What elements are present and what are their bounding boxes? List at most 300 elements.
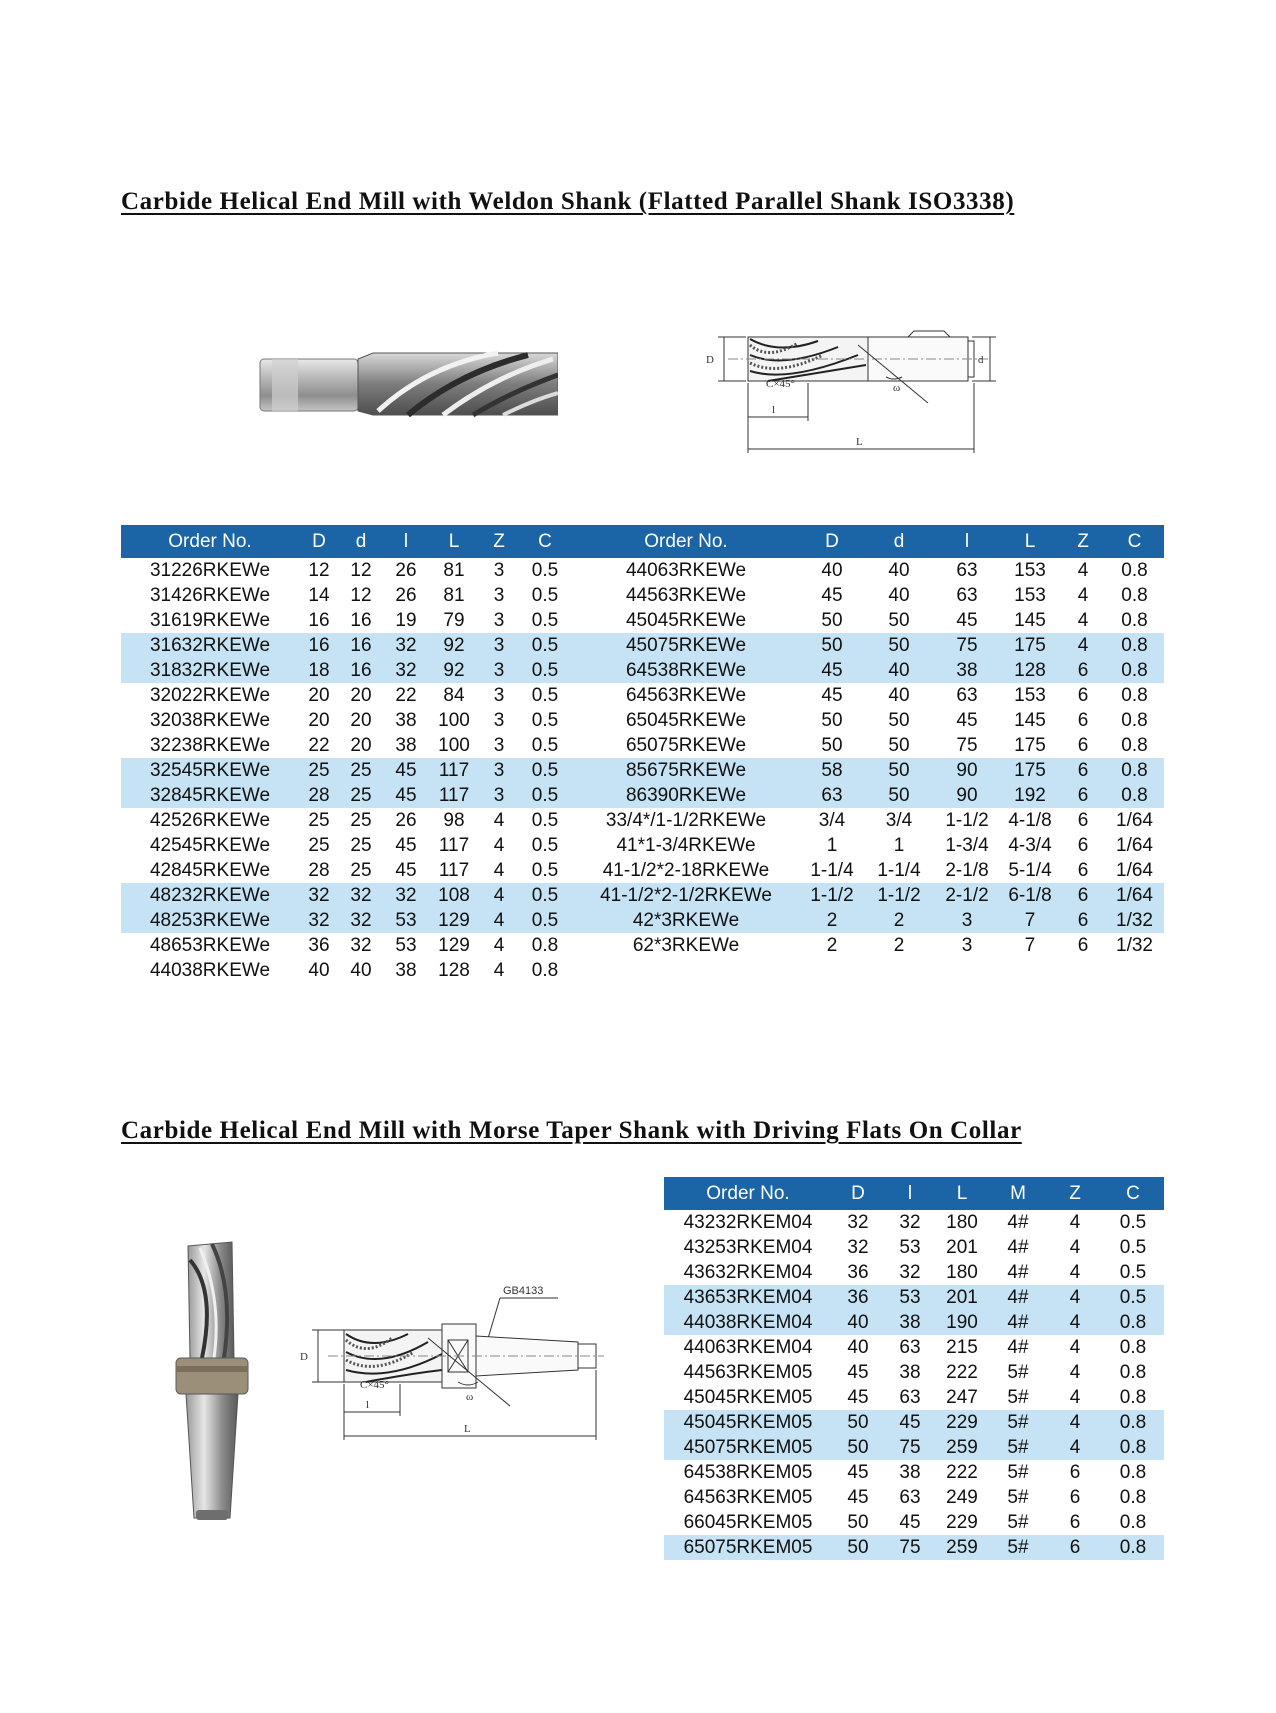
table-cell: 0.5 — [531, 709, 559, 731]
table-cell: 45 — [821, 584, 843, 606]
drawing-label-l2: l — [366, 1399, 370, 1411]
table-cell: 6 — [1077, 934, 1089, 956]
table-cell — [801, 958, 863, 983]
table-cell: 259 — [936, 1535, 988, 1560]
table-cell: 31619RKEWe — [149, 609, 271, 631]
table-cell: 16 — [308, 609, 330, 631]
table-cell: 40 — [847, 1336, 869, 1358]
table-cell: 4 — [493, 959, 505, 981]
table-cell: 4 — [1069, 1361, 1081, 1383]
column-header: d — [863, 525, 935, 558]
table-cell: 6 — [1077, 859, 1089, 881]
drawing-label-D: D — [706, 354, 714, 366]
table-cell: 4 — [1069, 1261, 1081, 1283]
drawing-label-chamfer2: C×45° — [360, 1379, 389, 1391]
table-cell: 4 — [493, 934, 505, 956]
table-cell: 6 — [1069, 1511, 1081, 1533]
table-cell: 32545RKEWe — [121, 758, 299, 783]
table-cell: 229 — [936, 1410, 988, 1435]
table-cell: 0.8 — [1119, 1336, 1147, 1358]
table-cell: 12 — [350, 559, 372, 581]
table-cell: 4 — [1048, 1410, 1102, 1435]
table-cell: 5# — [1007, 1386, 1029, 1408]
table-cell: 3 — [479, 758, 519, 783]
table-cell: 4 — [1077, 559, 1089, 581]
table-cell: 0.5 — [519, 783, 571, 808]
table-cell: 201 — [936, 1285, 988, 1310]
table-row — [121, 658, 1164, 683]
table-cell: 1/32 — [1105, 908, 1164, 933]
table-row — [664, 1535, 1164, 1560]
table-cell: 31426RKEWe — [149, 584, 271, 606]
table-cell: 3 — [479, 633, 519, 658]
table-cell: 45 — [383, 783, 429, 808]
table-cell: 117 — [429, 758, 479, 783]
drawing-label-omega2: ω — [466, 1391, 474, 1403]
table-cell: 175 — [1014, 734, 1046, 756]
table-cell: 50 — [847, 1511, 869, 1533]
table-cell: 20 — [350, 684, 372, 706]
table-cell: 0.8 — [1119, 1361, 1147, 1383]
table-cell: 1 — [893, 834, 905, 856]
table-cell: 2-1/8 — [945, 859, 989, 881]
table-cell: 7 — [1024, 934, 1036, 956]
table-cell: 4 — [1069, 1336, 1081, 1358]
table-cell: 0.8 — [1121, 609, 1148, 631]
table-cell: 5# — [988, 1535, 1048, 1560]
table-cell: 32 — [847, 1211, 869, 1233]
table-cell: 45 — [395, 859, 417, 881]
table-cell: 5# — [1007, 1361, 1029, 1383]
table-row — [664, 1385, 1164, 1410]
table-cell: 50 — [832, 1535, 884, 1560]
table-cell: 40 — [308, 959, 330, 981]
table-cell: 0.8 — [1121, 734, 1148, 756]
table-cell: 0.5 — [1119, 1211, 1147, 1233]
table-cell: 32 — [299, 883, 339, 908]
table-cell — [571, 958, 801, 983]
table-cell: 50 — [821, 609, 843, 631]
table-cell: 41-1/2*2-18RKEWe — [602, 859, 770, 881]
table-cell: 4 — [1077, 609, 1089, 631]
table-cell: 48253RKEWe — [121, 908, 299, 933]
table-cell: 4 — [1048, 1435, 1102, 1460]
table-cell: 28 — [308, 859, 330, 881]
table-cell: 63 — [801, 783, 863, 808]
table-cell: 4 — [493, 859, 505, 881]
table-cell: 44038RKEM04 — [664, 1310, 832, 1335]
table-cell: 4# — [1007, 1261, 1029, 1283]
table-cell: 31632RKEWe — [121, 633, 299, 658]
table-cell: 0.5 — [1119, 1261, 1147, 1283]
table-cell: 32022RKEWe — [149, 684, 271, 706]
table-cell: 4 — [1077, 584, 1089, 606]
table-cell: 45 — [383, 758, 429, 783]
table-cell: 0.8 — [1102, 1410, 1164, 1435]
table-cell: 22 — [395, 684, 417, 706]
table-cell: 0.5 — [531, 684, 559, 706]
table-cell: 7 — [999, 908, 1061, 933]
table-cell: 32845RKEWe — [121, 783, 299, 808]
table-cell: 1-3/4 — [945, 834, 989, 856]
table-cell: 3 — [493, 684, 505, 706]
table-cell: 5# — [988, 1435, 1048, 1460]
table-cell: 0.8 — [1119, 1486, 1147, 1508]
table-cell: 65075RKEM05 — [664, 1535, 832, 1560]
table-cell: 50 — [832, 1410, 884, 1435]
section2-title: Carbide Helical End Mill with Morse Taper Shank with Driving Flats On Collar — [121, 1117, 1022, 1144]
table-cell: 38 — [395, 734, 417, 756]
table-cell: 6 — [1069, 1486, 1081, 1508]
column-header: Z — [1048, 1177, 1102, 1210]
table-row — [664, 1485, 1164, 1510]
section1-title: Carbide Helical End Mill with Weldon Shank (Flatted Parallel Shank ISO3338) — [121, 188, 1015, 215]
table-row — [664, 1335, 1164, 1360]
table-cell: 0.8 — [1105, 758, 1164, 783]
table-cell: 16 — [339, 658, 383, 683]
table-row — [664, 1235, 1164, 1260]
table-cell: 40 — [888, 559, 910, 581]
table-cell: 1-1/2 — [863, 883, 935, 908]
table-cell: 108 — [429, 883, 479, 908]
table-cell: 0.5 — [531, 734, 559, 756]
table-cell: 38 — [884, 1310, 936, 1335]
table-cell: 45045RKEWe — [625, 609, 747, 631]
table-cell: 32 — [350, 934, 372, 956]
table-cell: 42526RKEWe — [149, 809, 271, 831]
table-cell: 63 — [899, 1336, 921, 1358]
table-cell: 32 — [383, 658, 429, 683]
table-cell: 0.8 — [531, 934, 559, 956]
table-cell: 64538RKEWe — [571, 658, 801, 683]
table-row — [121, 558, 1164, 583]
table-cell: 4 — [479, 908, 519, 933]
table-row — [121, 683, 1164, 708]
table-cell: 25 — [339, 758, 383, 783]
table-cell: 0.5 — [1102, 1285, 1164, 1310]
column-header: C — [1102, 1177, 1164, 1210]
table-cell: 0.5 — [519, 908, 571, 933]
table-cell: 4 — [1048, 1310, 1102, 1335]
table-cell: 16 — [299, 633, 339, 658]
column-header: L — [999, 525, 1061, 558]
table-cell: 40 — [888, 684, 910, 706]
table-cell: 40 — [821, 559, 843, 581]
table-cell: 58 — [801, 758, 863, 783]
table-cell: 117 — [438, 859, 470, 881]
table-row — [121, 933, 1164, 958]
column-header: Order No. — [121, 525, 299, 558]
table-cell: 65075RKEWe — [625, 734, 747, 756]
table-cell: 32 — [847, 1236, 869, 1258]
table-row — [121, 708, 1164, 733]
table-cell: 145 — [1014, 709, 1046, 731]
table-cell: 0.5 — [519, 633, 571, 658]
table-cell: 45 — [801, 658, 863, 683]
column-header: D — [299, 525, 339, 558]
table-cell: 38 — [395, 959, 417, 981]
table-cell: 40 — [350, 959, 372, 981]
table-cell: 2 — [801, 908, 863, 933]
morse-taper-end-mill-photo — [172, 1240, 252, 1525]
column-header: Z — [479, 525, 519, 558]
table-cell: 45 — [395, 834, 417, 856]
table-cell: 6 — [1077, 684, 1089, 706]
table-cell: 3 — [493, 584, 505, 606]
table-cell: 0.8 — [1121, 709, 1148, 731]
table-cell: 33/4*/1-1/2RKEWe — [605, 809, 767, 831]
table-cell: 222 — [946, 1461, 978, 1483]
table-cell: 175 — [999, 758, 1061, 783]
table-row — [121, 858, 1164, 883]
table-row — [664, 1360, 1164, 1385]
table-cell: 63 — [899, 1486, 921, 1508]
drawing-label-L: L — [856, 436, 863, 448]
table-cell: 5-1/4 — [1008, 859, 1052, 881]
table-cell: 50 — [888, 734, 910, 756]
table-cell: 153 — [1014, 559, 1046, 581]
table-cell: 50 — [863, 758, 935, 783]
table-cell: 222 — [946, 1361, 978, 1383]
table-cell: 6 — [1061, 908, 1105, 933]
table-cell: 6 — [1077, 834, 1089, 856]
table-cell: 20 — [350, 709, 372, 731]
table-cell: 129 — [429, 908, 479, 933]
table-cell: 75 — [884, 1435, 936, 1460]
table-cell: 20 — [350, 734, 372, 756]
table-cell: 79 — [443, 609, 465, 631]
table-cell: 0.5 — [531, 559, 559, 581]
table-cell: 98 — [443, 809, 465, 831]
table-cell: 117 — [438, 834, 470, 856]
table-cell: 43653RKEM04 — [664, 1285, 832, 1310]
table-cell: 81 — [443, 559, 465, 581]
table-cell: 0.5 — [519, 658, 571, 683]
drawing-label-chamfer: C×45° — [766, 378, 795, 390]
table-cell: 43632RKEM04 — [683, 1261, 813, 1283]
column-header: l — [383, 525, 429, 558]
table-cell: 25 — [299, 758, 339, 783]
table-cell: 31832RKEWe — [121, 658, 299, 683]
table-row — [121, 808, 1164, 833]
table-cell: 85675RKEWe — [571, 758, 801, 783]
table-cell: 0.5 — [519, 883, 571, 908]
table-cell: 0.8 — [1105, 783, 1164, 808]
table-cell: 44563RKEWe — [625, 584, 747, 606]
table-cell: 19 — [395, 609, 417, 631]
table-cell: 4 — [1061, 633, 1105, 658]
table-cell: 40 — [832, 1310, 884, 1335]
table-cell: 41*1-3/4RKEWe — [616, 834, 756, 856]
table-cell: 81 — [443, 584, 465, 606]
table-cell: 5# — [1007, 1486, 1029, 1508]
table-cell: 48232RKEWe — [121, 883, 299, 908]
table-cell: 1-1/2 — [801, 883, 863, 908]
table-cell: 40 — [863, 658, 935, 683]
drawing-label-omega: ω — [893, 382, 901, 394]
table-cell: 6-1/8 — [999, 883, 1061, 908]
table-cell: 0.8 — [1121, 559, 1148, 581]
table-cell: 0.5 — [531, 584, 559, 606]
column-header: L — [936, 1177, 988, 1210]
table-cell: 84 — [443, 684, 465, 706]
table-row — [664, 1410, 1164, 1435]
morse-taper-end-mill-drawing — [288, 1278, 608, 1448]
table-cell: 3 — [479, 783, 519, 808]
morse-taper-spec-table — [664, 1177, 1164, 1560]
table-cell: 92 — [429, 658, 479, 683]
table-cell: 259 — [936, 1435, 988, 1460]
table-row — [664, 1285, 1164, 1310]
table-cell: 249 — [946, 1486, 978, 1508]
table-cell: 100 — [438, 734, 470, 756]
table-cell: 63 — [956, 684, 978, 706]
table-cell: 4# — [988, 1310, 1048, 1335]
table-cell: 0.8 — [1119, 1461, 1147, 1483]
table-row — [121, 608, 1164, 633]
table-row — [664, 1210, 1164, 1235]
table-cell: 4# — [1007, 1236, 1029, 1258]
table-cell: 63 — [956, 584, 978, 606]
drawing-label-L2: L — [464, 1423, 471, 1435]
table-cell: 0.5 — [1119, 1236, 1147, 1258]
table-cell: 153 — [1014, 684, 1046, 706]
table-cell: 4-1/8 — [1008, 809, 1052, 831]
table-cell: 32 — [383, 883, 429, 908]
table-cell: 48653RKEWe — [149, 934, 271, 956]
table-cell: 25 — [350, 834, 372, 856]
weldon-end-mill-photo — [258, 345, 558, 425]
table-cell: 4 — [479, 883, 519, 908]
weldon-end-mill-drawing — [688, 325, 1008, 465]
table-cell: 6 — [1061, 783, 1105, 808]
table-cell: 38 — [935, 658, 999, 683]
table-cell: 1-1/4 — [810, 859, 854, 881]
table-cell: 45 — [847, 1461, 869, 1483]
table-cell: 45 — [956, 609, 978, 631]
table-cell: 0.8 — [1102, 1535, 1164, 1560]
table-cell: 2 — [863, 908, 935, 933]
table-cell: 31226RKEWe — [149, 559, 271, 581]
table-cell: 28 — [299, 783, 339, 808]
table-cell: 44038RKEWe — [149, 959, 271, 981]
table-cell: 2 — [893, 934, 905, 956]
table-row — [121, 908, 1164, 933]
table-cell: 38 — [395, 709, 417, 731]
table-cell: 3 — [935, 908, 999, 933]
table-cell: 75 — [956, 734, 978, 756]
table-row — [121, 583, 1164, 608]
table-cell: 1/64 — [1116, 834, 1153, 856]
table-cell: 1-1/4 — [877, 859, 921, 881]
table-cell: 63 — [899, 1386, 921, 1408]
table-cell: 64563RKEWe — [625, 684, 747, 706]
table-cell: 45 — [899, 1511, 921, 1533]
table-cell: 1/32 — [1116, 934, 1153, 956]
table-cell — [863, 958, 935, 983]
table-cell: 4 — [1048, 1285, 1102, 1310]
table-cell: 3 — [479, 658, 519, 683]
table-cell: 4# — [988, 1285, 1048, 1310]
table-cell: 26 — [395, 584, 417, 606]
table-cell: 64538RKEM05 — [683, 1461, 813, 1483]
table-cell: 129 — [438, 934, 470, 956]
column-header: C — [1105, 525, 1164, 558]
table-cell: 42545RKEWe — [149, 834, 271, 856]
table-cell: 6 — [1061, 758, 1105, 783]
table-cell: 50 — [888, 609, 910, 631]
table-cell: 6 — [1069, 1461, 1081, 1483]
table-cell: 3/4 — [885, 809, 913, 831]
table-cell: 90 — [935, 758, 999, 783]
table-cell: 45 — [847, 1361, 869, 1383]
table-cell: 6 — [1061, 658, 1105, 683]
table-cell: 44563RKEM05 — [683, 1361, 813, 1383]
table-row — [121, 633, 1164, 658]
table-cell: 117 — [429, 783, 479, 808]
table-cell — [999, 958, 1061, 983]
column-header: Order No. — [664, 1177, 832, 1210]
table-cell: 6 — [1077, 809, 1089, 831]
table-cell: 180 — [946, 1211, 978, 1233]
table-cell: 50 — [821, 734, 843, 756]
column-header: d — [339, 525, 383, 558]
table-cell — [1105, 958, 1164, 983]
table-cell: 62*3RKEWe — [632, 934, 740, 956]
table-cell: 4 — [1069, 1386, 1081, 1408]
table-cell: 4 — [1069, 1236, 1081, 1258]
table-cell: 64563RKEM05 — [683, 1486, 813, 1508]
table-cell: 12 — [350, 584, 372, 606]
table-cell: 32 — [899, 1261, 921, 1283]
table-cell: 25 — [350, 809, 372, 831]
table-cell: 0.8 — [1105, 633, 1164, 658]
table-row — [121, 758, 1164, 783]
table-cell: 6 — [1077, 734, 1089, 756]
table-cell: 0.8 — [1121, 584, 1148, 606]
table-cell — [1061, 958, 1105, 983]
table-cell: 4# — [1007, 1211, 1029, 1233]
table-cell: 3 — [961, 934, 973, 956]
table-cell: 45045RKEM05 — [664, 1410, 832, 1435]
table-header-row — [664, 1177, 1164, 1210]
table-cell: 5# — [988, 1410, 1048, 1435]
table-cell: 0.5 — [531, 809, 559, 831]
column-header: C — [519, 525, 571, 558]
table-cell: 2 — [826, 934, 838, 956]
table-row — [121, 783, 1164, 808]
drawing-label-l: l — [772, 404, 776, 416]
table-cell: 40 — [888, 584, 910, 606]
table-cell: 42845RKEWe — [149, 859, 271, 881]
table-row — [121, 733, 1164, 758]
table-cell: 45075RKEWe — [571, 633, 801, 658]
table-header-row — [121, 525, 1164, 558]
table-cell: 45075RKEM05 — [664, 1435, 832, 1460]
table-cell: 45 — [847, 1386, 869, 1408]
table-cell: 1/64 — [1116, 809, 1153, 831]
drawing-label-d: d — [978, 354, 984, 366]
table-cell: 50 — [801, 633, 863, 658]
column-header: l — [935, 525, 999, 558]
table-cell: 43232RKEM04 — [683, 1211, 813, 1233]
table-cell: 25 — [350, 859, 372, 881]
table-cell — [935, 958, 999, 983]
table-cell: 50 — [888, 709, 910, 731]
table-cell: 153 — [1014, 584, 1046, 606]
table-cell: 66045RKEM05 — [683, 1511, 813, 1533]
table-cell: 36 — [308, 934, 330, 956]
